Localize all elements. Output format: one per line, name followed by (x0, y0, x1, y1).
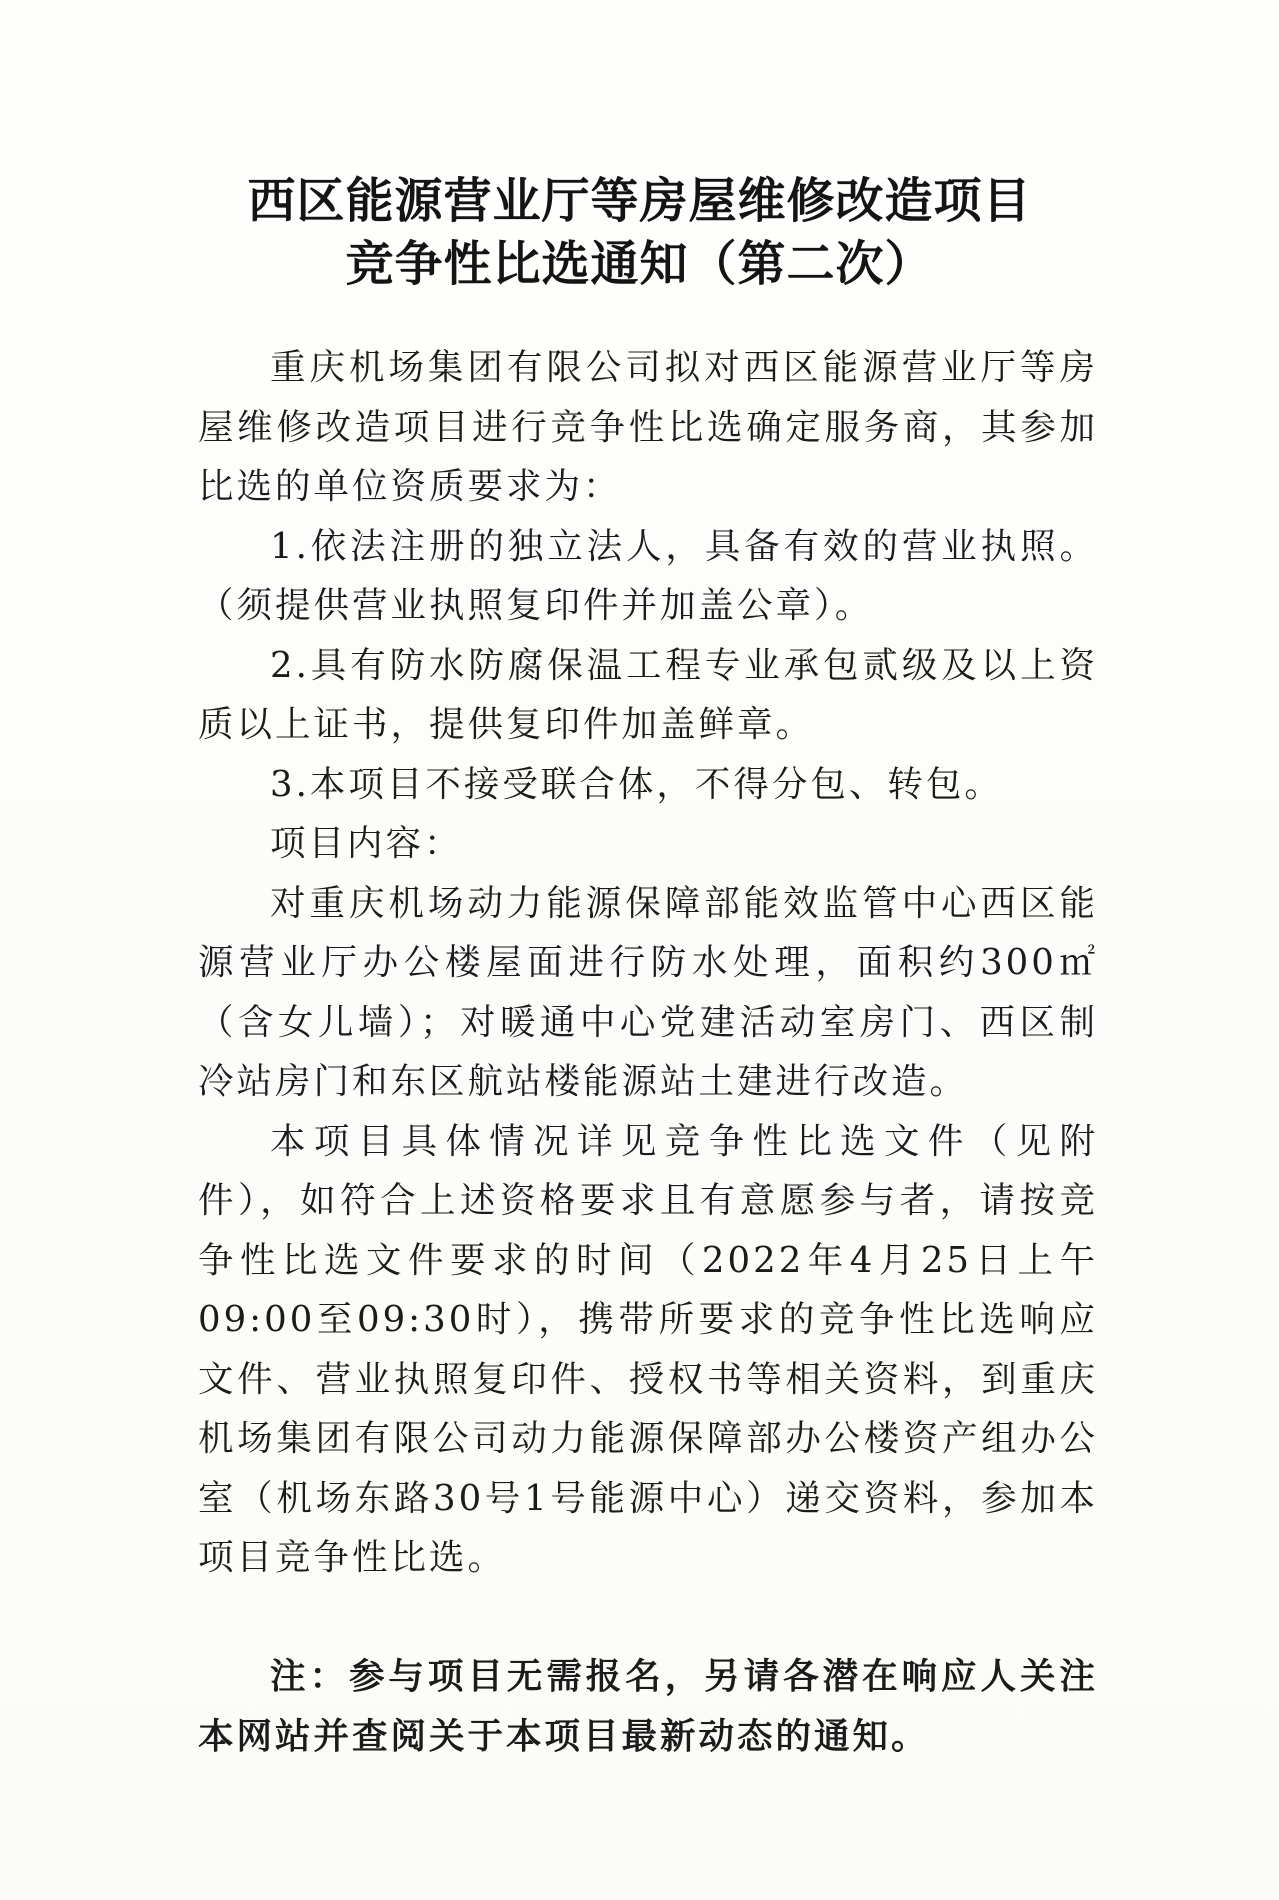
requirement-2: 2.具有防水防腐保温工程专业承包贰级及以上资质以上证书，提供复印件加盖鲜章。 (198, 644, 1098, 745)
submission-paragraph: 本项目具体情况详见竞争性比选文件（见附件），如符合上述资格要求且有意愿参与者，请按竞争性比选文件要求的时间（2022年4月25日上午09:00至09:30时），携带所要求的竞争性比选响应文件、营业执照复印件、授权书等相关资料，到重庆机场集团有限公司动力能源保障部办公楼资产组办公室（机场东路30号1号能源中心）递交资料，参加本项目竞争性比选。 (198, 1120, 1098, 1578)
project-content-heading: 项目内容： (270, 823, 463, 864)
note-paragraph: 注：参与项目无需报名，另请各潜在响应人关注本网站并查阅关于本项目最新动态的通知。 (198, 1656, 1098, 1757)
document-body (198, 338, 1098, 1766)
intro-paragraph: 重庆机场集团有限公司拟对西区能源营业厅等房屋维修改造项目进行竞争性比选确定服务商，其参加比选的单位资质要求为： (198, 347, 1098, 507)
project-content-paragraph: 对重庆机场动力能源保障部能效监管中心西区能源营业厅办公楼屋面进行防水处理，面积约300㎡（含女儿墙）；对暖通中心党建活动室房门、西区制冷站房门和东区航站楼能源站土建进行改造。 (198, 882, 1098, 1102)
requirement-1: 1.依法注册的独立法人，具备有效的营业执照。（须提供营业执照复印件并加盖公章）。 (198, 525, 1098, 626)
document-title-line-1: 西区能源营业厅等房屋维修改造项目 (247, 173, 1032, 229)
requirement-3: 3.本项目不接受联合体，不得分包、转包。 (270, 763, 1003, 805)
document-title-line-2: 竞争性比选通知（第二次） (345, 236, 934, 292)
